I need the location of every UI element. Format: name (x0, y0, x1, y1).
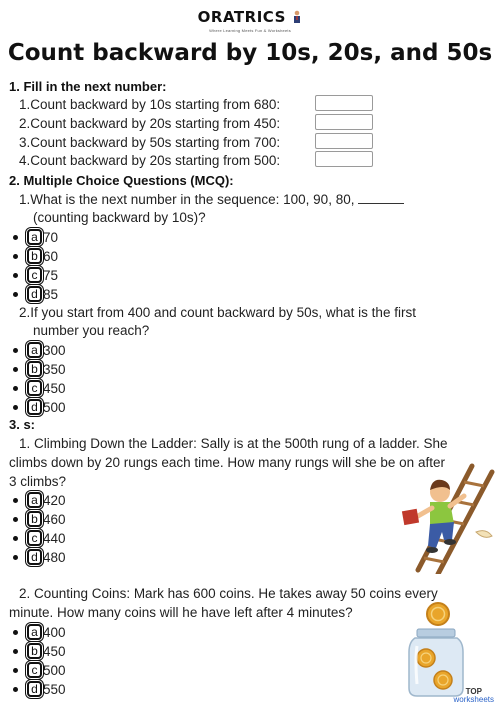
fill-item-1: 1.Count backward by 10s starting from 680: (19, 97, 281, 112)
option-text: 450 (43, 643, 66, 659)
word-2-option-b[interactable] (13, 642, 66, 660)
option-letter: d (27, 681, 42, 697)
bullet (13, 687, 18, 692)
bullet (13, 254, 18, 259)
mcq-1-option-a[interactable] (13, 228, 58, 246)
mcq-2-line2: number you reach? (33, 323, 150, 338)
word-2-option-d[interactable] (13, 680, 66, 698)
option-letter: d (27, 549, 42, 565)
word-1-option-a[interactable] (13, 491, 66, 509)
boy-on-ladder-icon (400, 462, 496, 574)
answer-blank[interactable] (358, 194, 404, 204)
bullet (13, 273, 18, 278)
answer-box-1[interactable] (315, 95, 373, 111)
option-text: 60 (43, 248, 59, 264)
option-text: 85 (43, 286, 59, 302)
option-text: 75 (43, 267, 59, 283)
mcq-2-option-a[interactable] (13, 341, 66, 359)
option-letter: d (27, 399, 42, 415)
footer-top: TOP (465, 687, 482, 696)
mcq-2-line1: 2.If you start from 400 and count backward by 50s, what is the first (19, 305, 416, 320)
answer-box-2[interactable] (315, 114, 373, 130)
bullet (13, 536, 18, 541)
word-1-line2: climbs down by 20 rungs each time. How many rungs will she be on after (9, 455, 445, 470)
fill-item-3: 3.Count backward by 50s starting from 700: (19, 135, 281, 150)
answer-box-4[interactable] (315, 151, 373, 167)
option-text: 300 (43, 342, 66, 358)
option-text: 480 (43, 549, 66, 565)
mcq-1-line1: 1.What is the next number in the sequence: 100, 90, 80, (19, 192, 355, 207)
bullet (13, 367, 18, 372)
option-letter: d (27, 286, 42, 302)
section-1-heading: 1. Fill in the next number: (9, 79, 167, 94)
answer-box-3[interactable] (315, 133, 373, 149)
option-letter: a (27, 624, 42, 640)
bullet (13, 348, 18, 353)
option-letter: c (27, 380, 42, 396)
word-1-option-b[interactable] (13, 510, 66, 528)
option-text: 70 (43, 229, 59, 245)
option-letter: b (27, 248, 42, 264)
bullet (13, 668, 18, 673)
bullet (13, 630, 18, 635)
option-text: 450 (43, 380, 66, 396)
bullet (13, 292, 18, 297)
logo-tagline: Where Learning Meets Fun & Worksheets (209, 28, 291, 33)
option-text: 440 (43, 530, 66, 546)
word-1-option-c[interactable] (13, 529, 66, 547)
option-letter: b (27, 361, 42, 377)
footer-worksheets: worksheets (453, 695, 494, 704)
word-2-line2: minute. How many coins will he have left after 4 minutes? (9, 605, 353, 620)
mcq-1-line2: (counting backward by 10s)? (33, 210, 206, 225)
coin-jar-icon (405, 600, 467, 700)
option-letter: a (27, 229, 42, 245)
bullet (13, 235, 18, 240)
word-2-option-a[interactable] (13, 623, 66, 641)
option-letter: b (27, 643, 42, 659)
section-3-heading: 3. s: (9, 417, 36, 432)
page-title: Count backward by 10s, 20s, and 50s (7, 40, 493, 66)
option-letter: c (27, 530, 42, 546)
option-letter: a (27, 492, 42, 508)
teacher-icon (292, 10, 302, 24)
mcq-2-option-c[interactable] (13, 379, 66, 397)
bullet (13, 386, 18, 391)
option-text: 420 (43, 492, 66, 508)
bullet (13, 498, 18, 503)
logo-text: ORATRICS (197, 8, 286, 26)
bullet (13, 555, 18, 560)
option-letter: b (27, 511, 42, 527)
section-2-heading: 2. Multiple Choice Questions (MCQ): (9, 173, 234, 188)
mcq-1-question (19, 192, 404, 207)
fill-item-4: 4.Count backward by 20s starting from 500: (19, 153, 281, 168)
option-letter: c (27, 267, 42, 283)
bullet (13, 517, 18, 522)
option-letter: a (27, 342, 42, 358)
bullet (13, 405, 18, 410)
footer-brand-logo (454, 688, 494, 704)
word-2-line1: 2. Counting Coins: Mark has 600 coins. He takes away 50 coins every (19, 586, 438, 601)
fill-item-2: 2.Count backward by 20s starting from 450: (19, 116, 281, 131)
option-text: 550 (43, 681, 66, 697)
option-text: 460 (43, 511, 66, 527)
mcq-1-option-d[interactable] (13, 285, 58, 303)
word-1-option-d[interactable] (13, 548, 66, 566)
word-1-line1: 1. Climbing Down the Ladder: Sally is at the 500th rung of a ladder. She (19, 436, 448, 451)
mcq-1-option-c[interactable] (13, 266, 58, 284)
mcq-2-option-b[interactable] (13, 360, 66, 378)
option-text: 400 (43, 624, 66, 640)
option-text: 350 (43, 361, 66, 377)
option-letter: c (27, 662, 42, 678)
option-text: 500 (43, 399, 66, 415)
mcq-2-option-d[interactable] (13, 398, 66, 416)
word-2-option-c[interactable] (13, 661, 66, 679)
bullet (13, 649, 18, 654)
mcq-1-option-b[interactable] (13, 247, 58, 265)
brand-logo (0, 8, 500, 33)
option-text: 500 (43, 662, 66, 678)
word-1-line3: 3 climbs? (9, 474, 67, 489)
